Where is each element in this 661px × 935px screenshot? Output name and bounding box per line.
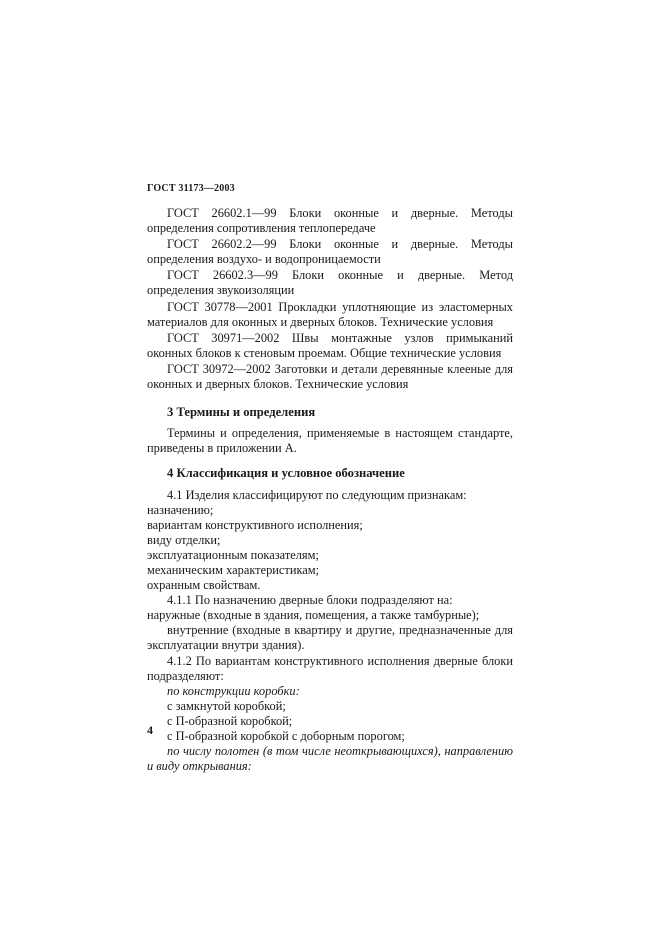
reference-item: ГОСТ 30972—2002 Заготовки и детали деревянные клееные для оконных и дверных блоков. Технические условия	[147, 361, 513, 392]
subclause-heading: по конструкции коробки:	[167, 683, 300, 698]
list-item: виду отделки;	[147, 532, 221, 547]
list-item: с П-образной коробкой;	[167, 713, 293, 728]
reference-item: ГОСТ 30971—2002 Швы монтажные узлов примыканий оконных блоков к стеновым проемам. Общие технические условия	[147, 330, 513, 360]
reference-item: ГОСТ 26602.1—99 Блоки оконные и дверные. Методы определения сопротивления теплопередаче	[147, 206, 513, 236]
list-item: вариантам конструктивного исполнения;	[147, 517, 363, 532]
list-item: с замкнутой коробкой;	[167, 698, 286, 713]
section-4-heading: 4 Классификация и условное обозначение	[167, 466, 405, 481]
clause-4-1-1: 4.1.1 По назначению дверные блоки подразделяют на:	[167, 593, 453, 608]
reference-item: ГОСТ 26602.2—99 Блоки оконные и дверные. Методы определения воздухо- и водопроницаемости	[147, 237, 513, 267]
page-number: 4	[147, 723, 153, 737]
list-item: охранным свойствам.	[147, 578, 261, 593]
list-item: механическим характеристикам;	[147, 562, 320, 577]
subclause-heading: по числу полотен (в том числе неоткрывающихся), направлению и виду открывания:	[147, 744, 513, 774]
list-item: эксплуатационным показателям;	[147, 547, 319, 562]
clause-4-1-2: 4.1.2 По вариантам конструктивного исполнения дверные блоки подразделяют:	[147, 653, 513, 683]
reference-item: ГОСТ 26602.3—99 Блоки оконные и дверные. Метод определения звукоизоляции	[147, 268, 513, 298]
list-item: внутренние (входные в квартиру и другие, предназначенные для эксплуатации внутри здания).	[147, 623, 513, 653]
section-3-heading: 3 Термины и определения	[167, 405, 316, 420]
clause-4-1: 4.1 Изделия классифицируют по следующим признакам:	[167, 487, 467, 502]
page-header-standard-code: ГОСТ 31173—2003	[147, 183, 235, 194]
list-item: назначению;	[147, 502, 214, 517]
list-item: наружные (входные в здания, помещения, а также тамбурные);	[147, 608, 480, 623]
section-3-text: Термины и определения, применяемые в настоящем стандарте, приведены в приложении А.	[147, 426, 513, 456]
list-item: с П-образной коробкой с доборным порогом;	[167, 729, 405, 743]
reference-item: ГОСТ 30778—2001 Прокладки уплотняющие из эластомерных материалов для оконных и дверных блоков. Технические условия	[147, 299, 513, 329]
page-content	[147, 206, 513, 774]
